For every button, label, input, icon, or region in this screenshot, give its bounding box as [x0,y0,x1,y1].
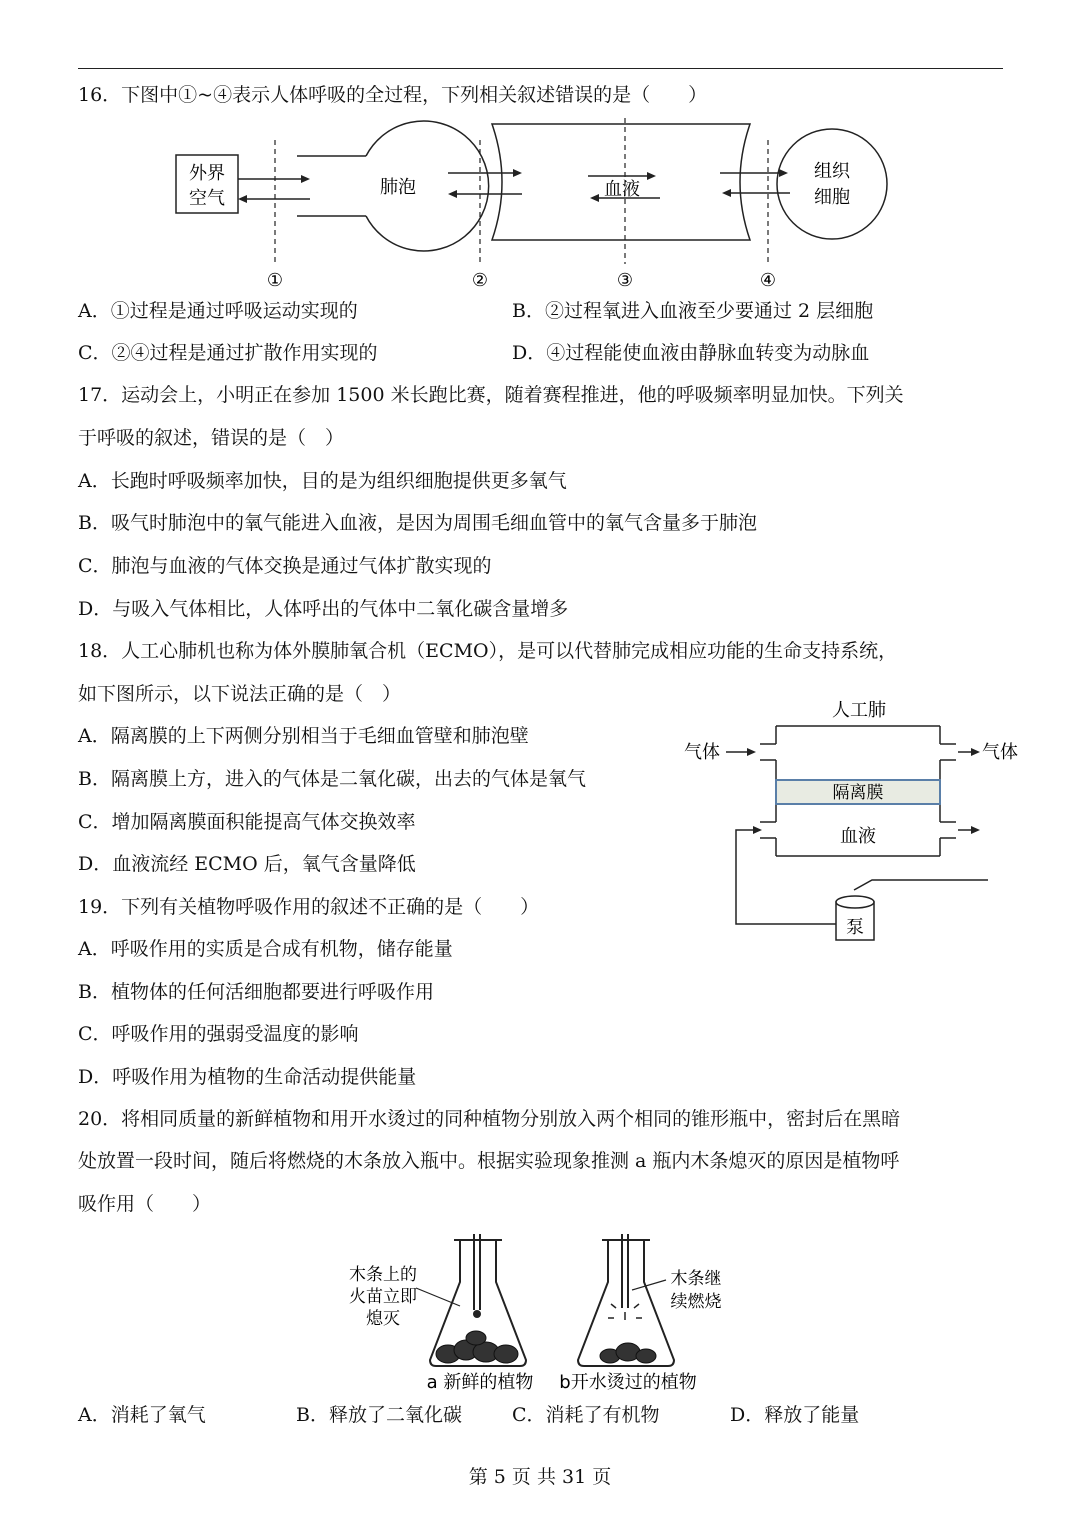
flame-icon [608,1304,642,1320]
q20-right-note-1: 木条继 [670,1269,722,1289]
q20-stem-line3: 吸作用（ ） [78,1193,212,1215]
ecmo-blood-label: 血液 [840,826,876,847]
q17-option-b: B．吸气时肺泡中的氧气能进入血液，是因为周围毛细血管中的氧气含量多于肺泡 [78,512,757,534]
q18-ecmo-diagram [682,694,1022,950]
ecmo-membrane-label: 隔离膜 [832,783,884,803]
q20-option-d: D．释放了能量 [730,1404,860,1426]
q20-stem-line2: 处放置一段时间，随后将燃烧的木条放入瓶中。根据实验现象推测 a 瓶内木条熄灭的原因是植物呼 [78,1150,900,1172]
ecmo-gas-in: 气体 [684,742,720,763]
air-label-1: 外界 [189,163,225,184]
q20-option-a: A．消耗了氧气 [78,1404,206,1426]
q19-option-d: D．呼吸作用为植物的生命活动提供能量 [78,1066,417,1088]
q16-option-d: D．④过程能使血液由静脉血转变为动脉血 [512,342,870,364]
q20-right-note-2: 续燃烧 [670,1292,722,1312]
flask-a-label: a 新鲜的植物 [426,1372,534,1392]
q17-stem-line2: 于呼吸的叙述，错误的是（ ） [78,427,345,449]
alveolus-label: 肺泡 [380,177,416,198]
q17-option-a: A．长跑时呼吸频率加快，目的是为组织细胞提供更多氧气 [78,470,567,492]
q20-option-c: C．消耗了有机物 [512,1404,660,1426]
q20-left-note-1: 木条上的 [349,1265,417,1285]
q18-option-c: C．增加隔离膜面积能提高气体交换效率 [78,811,416,833]
q17-option-c: C．肺泡与血液的气体交换是通过气体扩散实现的 [78,555,492,577]
flask-a-plants [436,1331,518,1363]
air-label-2: 空气 [189,188,225,209]
q16-option-a: A．①过程是通过呼吸运动实现的 [78,300,358,322]
marker-3: ③ [616,270,634,291]
q19-option-c: C．呼吸作用的强弱受温度的影响 [78,1023,359,1045]
ecmo-pump-label: 泵 [846,917,864,938]
q16-option-b: B．②过程氧进入血液至少要通过 2 层细胞 [512,300,874,322]
q18-stem-line1: 18．人工心肺机也称为体外膜肺氧合机（ECMO），是可以代替肺完成相应功能的生命支持系统， [78,640,898,662]
ecmo-title: 人工肺 [832,700,886,721]
marker-2: ② [471,270,489,291]
q16-respiration-diagram [170,118,900,298]
q20-flask-diagram [330,1232,750,1392]
page-footer: 第 5 页 共 31 页 [468,1466,612,1488]
q16-stem: 16．下图中①~④表示人体呼吸的全过程，下列相关叙述错误的是（ ） [78,84,708,106]
q19-option-a: A．呼吸作用的实质是合成有机物，储存能量 [78,938,453,960]
header-rule [78,68,1003,69]
q18-stem-line2: 如下图所示，以下说法正确的是（ ） [78,683,402,705]
flask-b-label: b开水烫过的植物 [559,1372,697,1392]
flask-b-plants [600,1343,656,1363]
q19-option-b: B．植物体的任何活细胞都要进行呼吸作用 [78,981,434,1003]
q18-option-d: D．血液流经 ECMO 后，氧气含量降低 [78,853,416,875]
q20-stem-line1: 20．将相同质量的新鲜植物和用开水烫过的同种植物分别放入两个相同的锥形瓶中，密封后在黑暗 [78,1108,901,1130]
q18-option-a: A．隔离膜的上下两侧分别相当于毛细血管壁和肺泡壁 [78,725,529,747]
q20-option-b: B．释放了二氧化碳 [296,1404,462,1426]
q18-option-b: B．隔离膜上方，进入的气体是二氧化碳，出去的气体是氧气 [78,768,586,790]
q16-option-c: C．②④过程是通过扩散作用实现的 [78,342,378,364]
marker-4: ④ [759,270,777,291]
q17-option-d: D．与吸入气体相比，人体呼出的气体中二氧化碳含量增多 [78,598,569,620]
q17-stem-line1: 17．运动会上，小明正在参加 1500 米长跑比赛，随着赛程推进，他的呼吸频率明显加快。下列关 [78,384,904,406]
q19-stem: 19．下列有关植物呼吸作用的叙述不正确的是（ ） [78,896,540,918]
blood-label: 血液 [604,179,640,200]
tissue-label-2: 细胞 [814,187,850,208]
tissue-cell-circle [777,129,887,239]
q20-left-note-2: 火苗立即 [349,1287,417,1307]
marker-1: ① [266,270,284,291]
ecmo-gas-out: 气体 [982,742,1018,763]
tissue-label-1: 组织 [814,161,850,182]
q20-left-note-3: 熄灭 [366,1309,400,1329]
